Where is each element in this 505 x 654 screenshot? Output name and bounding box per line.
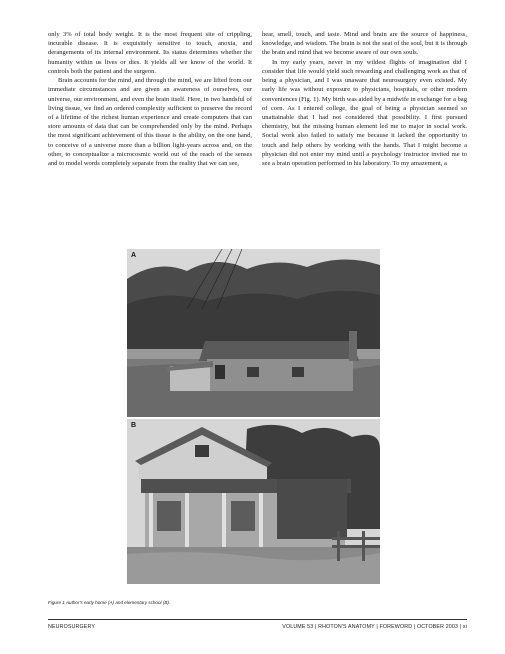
footer-rule [48,619,467,620]
right-text-column [262,30,467,168]
paragraph: only 3% of total body weight. It is the most frequent site of crippling, incurable disease. It is exquisitely sensitive to touch, anoxia, and derangements of its internal environment. Its status determines whether the humanity within us lives or dies. It yields all we know of the world. It controls both the patient and the surgeon. [48,31,252,75]
paragraph: hear, smell, touch, and taste. Mind and brain are the source of happiness, knowledge, and wisdom. The brain is not the seat of the soul, but it is through the brain and mind that we become aware of our own souls. [262,31,467,57]
figure-caption: Figure 1 Author's early home (A) and elementary school (B). [48,600,171,605]
paragraph: Brain accounts for the mind, and through the mind, we are lifted from our immediate circumstances and are given an awareness of ourselves, our universe, our environment, and even the brain itself. Here, in two handsful of living tissue, we find an ordered complexity sufficient to preserve the record of a lifetime of the richest human experience and create computers that can store amounts of data that can be comprehended only by the mind. Perhaps the most significant achievement of this tissue is the ability, on the one hand, to conceive of a universe more than a billion light-years across and, on the other, to conceptualize a microcosmic world out of the reach of the senses and to model words completely separate from the reality that we can see, [48,77,252,168]
figure-photo-home [127,249,380,417]
home-photo-drawing [127,249,380,417]
panel-label-b: B [131,422,137,429]
panel-label-a: A [131,252,137,259]
journal-name: NEUROSURGERY [48,624,96,630]
school-photo-drawing [127,419,380,584]
paragraph: In my early years, never in my wildest flights of imagination did I consider that life would yield such rewarding and challenging work as that of being a physician, and I was unaware that neurosurgery even existed. My early life was without exposure to physicians, hospitals, or other modern conveniences (Fig. 1). My birth was aided by a midwife in exchange for a bag of corn. As I entered college, the goal of being a physician seemed so unattainable that I had not considered that possibility. I first pursued chemistry, but the missing human element led me to major in social work. Social work also failed to satisfy me because it lacked the opportunity to touch and help others by working with the hands. That I might become a physician did not enter my mind until a psychology instructor invited me to see a brain operation performed in his laboratory. To my amazement, a [262,58,467,168]
issue-info: VOLUME 53 | RHOTON'S ANATOMY | FOREWORD | OCTOBER 2003 | xi [282,624,467,630]
figure-photo-school [127,419,380,584]
left-text-column [48,30,252,168]
